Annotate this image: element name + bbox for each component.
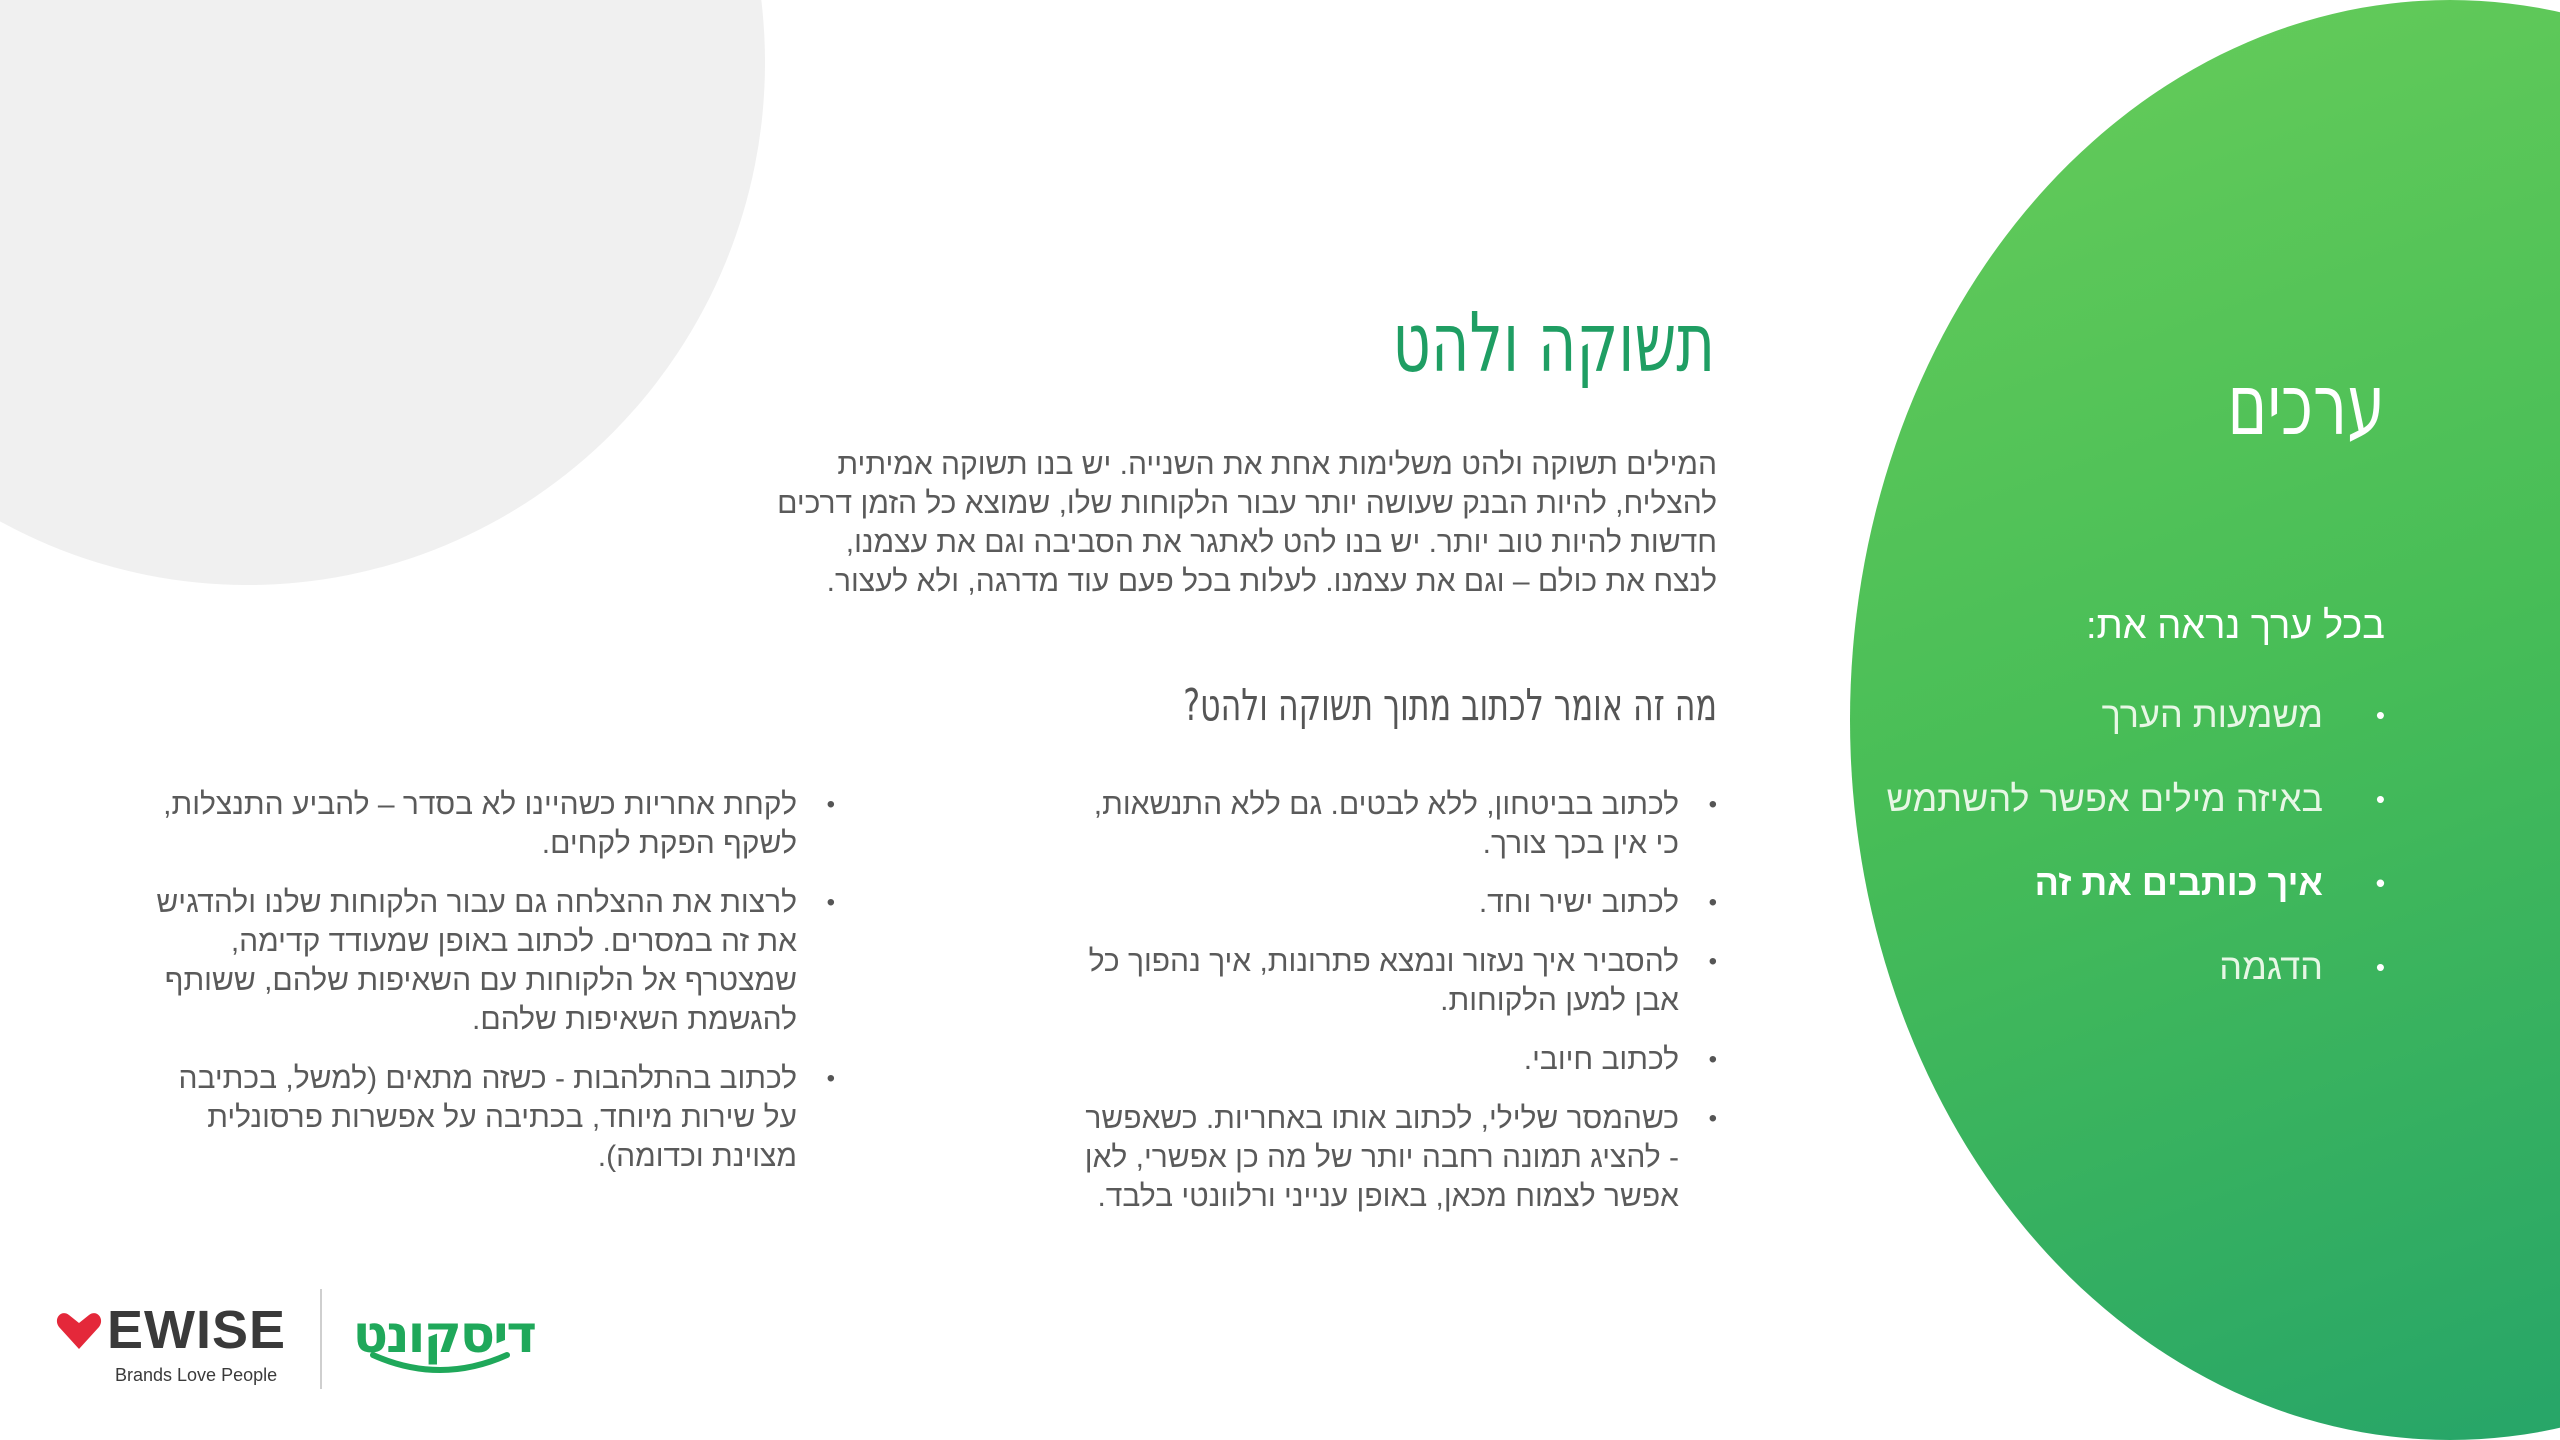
list-item	[1077, 785, 1717, 863]
list-item-text: לקחת אחריות כשהיינו לא בסדר – להביע התנצלות, לשקף הפקת לקחים.	[163, 788, 797, 860]
bullet-icon: •	[826, 1065, 835, 1092]
bullet-icon: •	[1708, 1046, 1717, 1073]
decorative-gray-circle	[0, 0, 765, 585]
heart-icon	[55, 1311, 103, 1351]
bullet-icon: •	[2375, 700, 2385, 730]
bullet-icon: •	[2375, 952, 2385, 982]
footer-logos	[55, 1285, 575, 1395]
bullet-icon: •	[2375, 784, 2385, 814]
bullet-icon: •	[826, 791, 835, 818]
values-nav-list	[1865, 690, 2385, 1026]
nav-item-example[interactable]	[1865, 942, 2385, 992]
values-panel-title: ערכים	[2227, 356, 2385, 454]
nav-item-how-to-write[interactable]	[1865, 858, 2385, 908]
list-item	[1077, 1099, 1717, 1216]
ewise-logo	[55, 1300, 295, 1387]
nav-item-words[interactable]	[1865, 774, 2385, 824]
list-item-text: לכתוב בביטחון, ללא לבטים. גם ללא התנשאות, כי אין בכך צורך.	[1093, 788, 1679, 860]
ewise-tagline: Brands Love People	[115, 1365, 278, 1385]
smile-arc-icon	[365, 1351, 515, 1379]
bullet-icon: •	[1708, 791, 1717, 818]
discount-logo	[352, 1305, 535, 1385]
list-item-text: כשהמסר שלילי, לכתוב אותו באחריות. כשאפשר - להציג תמונה רחבה יותר של מה כן אפשרי, לאן אפשר לצמוח מכאן, באופן ענייני ורלוונטי בלבד.	[1084, 1102, 1679, 1213]
nav-item-label: באיזה מילים אפשר להשתמש	[1886, 778, 2323, 819]
bullet-icon: •	[826, 889, 835, 916]
intro-paragraph: המילים תשוקה ולהט משלימות אחת את השנייה. יש בנו תשוקה אמיתית להצליח, להיות הבנק שעושה יותר עבור הלקוחות שלו, שמוצא כל הזמן דרכים חדשות להיות טוב יותר. יש בנו להט לאתגר את הסביבה וגם את עצמנו, לנצח את כולם – וגם את עצמנו. לעלות בכל פעם עוד מדרגה, ולא לעצור.	[777, 448, 1717, 598]
bullet-icon: •	[1708, 948, 1717, 975]
list-item	[1077, 942, 1717, 1020]
discount-wordmark: דיסקונט	[352, 1305, 535, 1365]
logo-divider	[320, 1289, 322, 1389]
page-title: תשוקה ולהט	[1392, 296, 1715, 391]
nav-item-label: איך כותבים את זה	[2034, 862, 2323, 903]
list-item	[155, 1059, 835, 1176]
list-item-text: להסביר איך נעזור ונמצא פתרונות, איך נהפוך כל אבן למען הלקוחות.	[1088, 945, 1679, 1017]
bullet-icon: •	[1708, 1105, 1717, 1132]
bullet-icon: •	[1708, 889, 1717, 916]
nav-item-label: הדגמה	[2219, 946, 2323, 987]
list-item	[155, 883, 835, 1039]
ewise-wordmark: EWISE	[107, 1300, 287, 1360]
list-item	[155, 785, 835, 863]
bullet-icon: •	[2375, 868, 2385, 898]
list-item	[1077, 1040, 1717, 1079]
list-item-text: לכתוב חיובי.	[1523, 1043, 1679, 1076]
nav-item-label: משמעות הערך	[2101, 694, 2323, 735]
list-item	[1077, 883, 1717, 922]
guidelines-list-right	[1077, 785, 1717, 1236]
guidelines-list-left	[155, 785, 835, 1196]
section-subheading: מה זה אומר לכתוב מתוך תשוקה ולהט?	[1183, 680, 1717, 731]
values-panel-intro: בכל ערך נראה את:	[2085, 605, 2385, 647]
nav-item-meaning[interactable]	[1865, 690, 2385, 740]
list-item-text: לכתוב ישיר וחד.	[1478, 886, 1679, 919]
list-item-text: לרצות את ההצלחה גם עבור הלקוחות שלנו ולהדגיש את זה במסרים. לכתוב באופן שמעודד קדימה, שמצטרף אל הלקוחות עם השאיפות שלהם, ששותף להגשמת השאיפות שלהם.	[156, 886, 797, 1036]
list-item-text: לכתוב בהתלהבות - כשזה מתאים (למשל, בכתיבה על שירות מיוחד, בכתיבה על אפשרות פרסונלית מצוינת וכדומה).	[178, 1062, 797, 1173]
